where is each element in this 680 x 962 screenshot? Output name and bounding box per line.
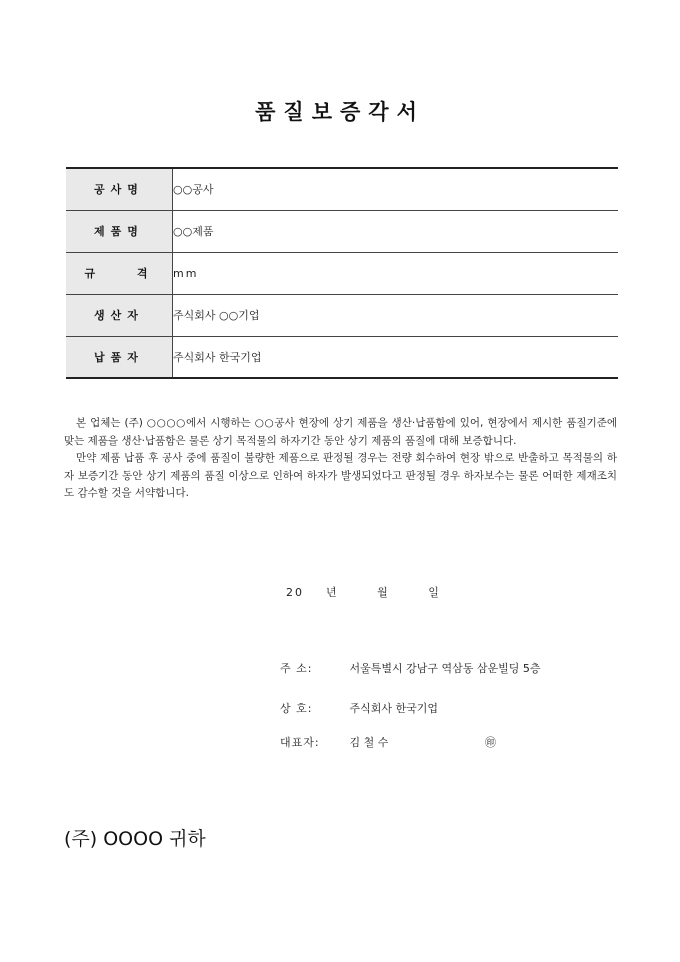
company-name-value: 주식회사 한국기업	[349, 702, 439, 715]
address-line	[280, 660, 541, 676]
date-month-unit: 월	[377, 586, 390, 599]
document-title: 품질보증각서	[255, 100, 425, 124]
table-row	[66, 252, 618, 294]
pledge-paragraph-1: 본 업체는 (주) ○○○○에서 시행하는 ○○공사 현장에 상기 제품을 생산·납품함에 있어, 현장에서 제시한 품질기준에 맞는 제품을 생산·납품함은 물론 상기 목적물의 하자기간 동안 상기 제품의 품질에 대해 보증합니다.	[64, 417, 617, 447]
representative-value: 김 철 수	[349, 736, 389, 749]
company-name-line	[280, 700, 438, 716]
row-label: 공사명	[66, 168, 173, 210]
row-value: ○○제품	[173, 210, 619, 252]
company-name-label: 상 호:	[280, 702, 313, 715]
representative-line	[280, 734, 388, 750]
row-label: 제품명	[66, 210, 173, 252]
representative-label: 대표자:	[280, 736, 320, 749]
row-value: ○○공사	[173, 168, 619, 210]
row-label: 생산자	[66, 294, 173, 336]
row-label: 납품자	[66, 336, 173, 378]
date-year-unit: 년	[326, 586, 339, 599]
table-row	[66, 168, 618, 210]
product-info-table	[66, 167, 618, 379]
row-value: mm	[173, 252, 619, 294]
address-value: 서울특별시 강남구 역삼동 삼운빌딩 5층	[349, 662, 541, 675]
date-day-unit: 일	[428, 586, 441, 599]
table-row	[66, 294, 618, 336]
row-label: 규 격	[66, 252, 173, 294]
address-label: 주 소:	[280, 662, 313, 675]
table-row	[66, 210, 618, 252]
table-row	[66, 336, 618, 378]
date-year: 20	[286, 586, 304, 599]
seal-icon: ㊞	[485, 736, 496, 749]
addressee: (주) OOOO 귀하	[64, 828, 206, 850]
date-line	[286, 584, 441, 600]
row-value: 주식회사 한국기업	[173, 336, 619, 378]
row-value: 주식회사 ○○기업	[173, 294, 619, 336]
pledge-paragraph-2: 만약 제품 납품 후 공사 중에 품질이 불량한 제품으로 판정될 경우는 전량 회수하여 현장 밖으로 반출하고 목적물의 하자 보증기간 동안 상기 제품의 품질 이상으로 인하여 하자가 발생되었다고 판정될 경우 하자보수는 물론 어떠한 제재조치도 감수할 것을 서약합니다.	[64, 452, 617, 499]
pledge-text	[64, 415, 617, 503]
